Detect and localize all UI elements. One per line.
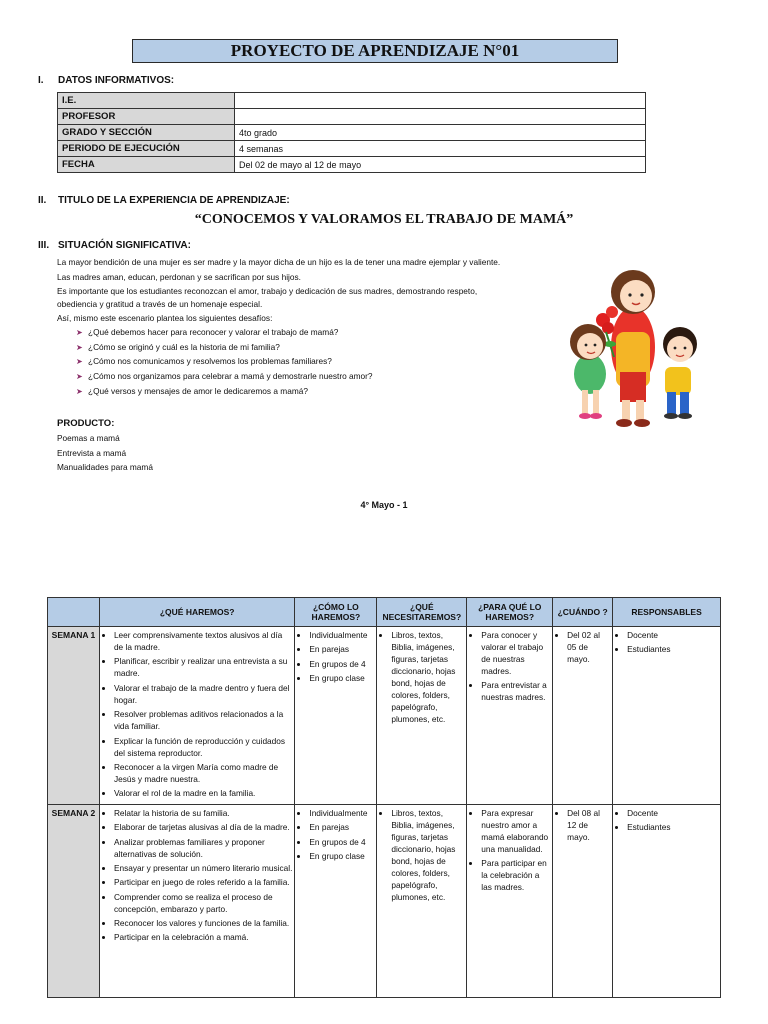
what-cell bbox=[99, 804, 294, 997]
list-item: • Reconocer a la virgen María como madre de Jesús y madre nuestra. bbox=[114, 761, 292, 785]
list-item: • Para entrevistar a nuestras madres. bbox=[481, 679, 550, 703]
challenge-list bbox=[76, 327, 373, 400]
info-row bbox=[58, 141, 646, 157]
when-cell bbox=[553, 804, 613, 997]
product-item: Poemas a mamá bbox=[57, 433, 120, 443]
table-header-row bbox=[48, 598, 721, 627]
list-item: • Comprender como se realiza el proceso de concepción, embarazo y parto. bbox=[114, 891, 292, 915]
challenge-item: ➤ ¿Cómo se originó y cuál es la historia de mi familia? bbox=[76, 341, 280, 352]
section-label: SITUACIÓN SIGNIFICATIVA: bbox=[58, 240, 191, 251]
info-key: PERIODO DE EJECUCIÓN bbox=[58, 141, 235, 157]
center-label: 4° Mayo - 1 bbox=[360, 500, 408, 510]
week-cell: SEMANA 1 bbox=[48, 627, 100, 805]
list-item: • Resolver problemas aditivos relacionados a la vida familiar. bbox=[114, 708, 292, 732]
list-item: • Libros, textos, Biblia, imágenes, figuras, tarjetas diccionario, hojas bond, hojas de colores, folders, papelógrafo, plumones, etc. bbox=[391, 807, 464, 903]
challenge-item: ➤ ¿Cómo nos comunicamos y resolvemos los problemas familiares? bbox=[76, 356, 332, 367]
product-item: Manualidades para mamá bbox=[57, 462, 153, 472]
list-item: • Participar en la celebración a mamá. bbox=[114, 931, 292, 943]
list-item: • Explicar la función de reproducción y cuidados del sistema reproductor. bbox=[114, 735, 292, 759]
list-item: • Libros, textos, Biblia, imágenes, figuras, tarjetas diccionario, hojas bond, hojas de colores, folders, papelógrafo, plumones, etc. bbox=[391, 629, 464, 725]
list-item: • Para participar en la celebración a las madres. bbox=[481, 857, 550, 893]
info-value bbox=[235, 109, 646, 125]
info-row bbox=[58, 157, 646, 173]
list-item: • Valorar el trabajo de la madre dentro y fuera del hogar. bbox=[114, 682, 292, 706]
list-item: • Ensayar y presentar un número literario musical. bbox=[114, 862, 292, 874]
arrow-bullet-icon: ➤ bbox=[76, 372, 83, 382]
info-row bbox=[58, 125, 646, 141]
arrow-bullet-icon: ➤ bbox=[76, 386, 83, 396]
need-cell bbox=[377, 804, 467, 997]
section-number: II. bbox=[38, 195, 47, 206]
list-item: • En grupos de 4 bbox=[309, 658, 374, 670]
info-row bbox=[58, 109, 646, 125]
header-cell: ¿QUÉ HAREMOS? bbox=[99, 598, 294, 627]
list-item: • En parejas bbox=[309, 821, 374, 833]
challenge-item: ➤ ¿Cómo nos organizamos para celebrar a mamá y demostrarle nuestro amor? bbox=[76, 371, 373, 382]
header-cell: RESPONSABLES bbox=[613, 598, 721, 627]
list-item: • Estudiantes bbox=[627, 643, 718, 655]
need-cell bbox=[377, 627, 467, 805]
who-cell bbox=[613, 804, 721, 997]
info-value: 4 semanas bbox=[235, 141, 646, 157]
info-key: GRADO Y SECCIÓN bbox=[58, 125, 235, 141]
how-cell bbox=[295, 804, 377, 997]
section-label: TITULO DE LA EXPERIENCIA DE APRENDIZAJE: bbox=[58, 195, 290, 206]
info-row bbox=[58, 93, 646, 109]
list-item: • En grupo clase bbox=[309, 850, 374, 862]
info-value bbox=[235, 93, 646, 109]
arrow-bullet-icon: ➤ bbox=[76, 357, 83, 367]
situation-paragraph: Es importante que los estudiantes reconozcan el amor, trabajo y dedicación de sus madres, demostrando respeto, obediencia y gratitud a través de un homenaje especial. bbox=[57, 286, 478, 309]
list-item: • Para conocer y valorar el trabajo de nuestras madres. bbox=[481, 629, 550, 677]
header-cell: ¿CÓMO LO HAREMOS? bbox=[295, 598, 377, 627]
list-item: • Elaborar de tarjetas alusivas al día de la madre. bbox=[114, 821, 292, 833]
header-cell: ¿QUÉ NECESITAREMOS? bbox=[377, 598, 467, 627]
why-cell bbox=[467, 804, 553, 997]
page-title: PROYECTO DE APRENDIZAJE N°01 bbox=[132, 39, 618, 63]
list-item: • Docente bbox=[627, 629, 718, 641]
what-cell bbox=[99, 627, 294, 805]
list-item: • En grupos de 4 bbox=[309, 836, 374, 848]
list-item: • Planificar, escribir y realizar una entrevista a su madre. bbox=[114, 655, 292, 679]
list-item: • Del 02 al 05 de mayo. bbox=[567, 629, 610, 665]
info-table bbox=[57, 92, 646, 173]
list-item: • En parejas bbox=[309, 643, 374, 655]
section-titulo-heading bbox=[38, 195, 290, 206]
planning-table bbox=[47, 597, 721, 998]
list-item: • En grupo clase bbox=[309, 672, 374, 684]
arrow-bullet-icon: ➤ bbox=[76, 342, 83, 352]
list-item: • Del 08 al 12 de mayo. bbox=[567, 807, 610, 843]
info-key: PROFESOR bbox=[58, 109, 235, 125]
list-item: • Leer comprensivamente textos alusivos al día de la madre. bbox=[114, 629, 292, 653]
list-item: • Relatar la historia de su familia. bbox=[114, 807, 292, 819]
info-value: Del 02 de mayo al 12 de mayo bbox=[235, 157, 646, 173]
why-cell bbox=[467, 627, 553, 805]
arrow-bullet-icon: ➤ bbox=[76, 328, 83, 337]
situation-paragraph: Las madres aman, educan, perdonan y se sacrifican por sus hijos. bbox=[57, 272, 301, 282]
section-situacion-heading bbox=[38, 240, 191, 251]
list-item: • Reconocer los valores y funciones de la familia. bbox=[114, 917, 292, 929]
situation-paragraph: La mayor bendición de una mujer es ser madre y la mayor dicha de un hijo es la de tener una madre ejemplar y valiente. bbox=[57, 257, 501, 267]
list-item: • Analizar problemas familiares y proponer alternativas de solución. bbox=[114, 836, 292, 860]
challenge-item: ➤ ¿Qué versos y mensajes de amor le dedicaremos a mamá? bbox=[76, 385, 308, 396]
list-item: • Docente bbox=[627, 807, 718, 819]
product-item: Entrevista a mamá bbox=[57, 447, 127, 458]
challenge-item: ➤ ¿Qué debemos hacer para reconocer y valorar el trabajo de mamá? bbox=[76, 327, 339, 337]
mother-children-illustration bbox=[548, 262, 718, 432]
header-cell: ¿PARA QUÉ LO HAREMOS? bbox=[467, 598, 553, 627]
header-cell bbox=[48, 598, 100, 627]
table-row bbox=[48, 804, 721, 997]
who-cell bbox=[613, 627, 721, 805]
list-item: • Valorar el rol de la madre en la familia. bbox=[114, 787, 292, 799]
product-list bbox=[57, 431, 153, 475]
info-value: 4to grado bbox=[235, 125, 646, 141]
list-item: • Participar en juego de roles referido a la familia. bbox=[114, 876, 292, 888]
header-cell: ¿CUÁNDO ? bbox=[553, 598, 613, 627]
product-heading: PRODUCTO: bbox=[57, 418, 115, 429]
when-cell bbox=[553, 627, 613, 805]
how-cell bbox=[295, 627, 377, 805]
section-datos-heading bbox=[38, 75, 174, 86]
list-item: • Estudiantes bbox=[627, 821, 718, 833]
list-item: • Para expresar nuestro amor a mamá elaborando una manualidad. bbox=[481, 807, 550, 855]
list-item: • Individualmente bbox=[309, 807, 374, 819]
list-item: • Individualmente bbox=[309, 629, 374, 641]
section-number: I. bbox=[38, 75, 44, 86]
table-row bbox=[48, 627, 721, 805]
experience-title: “CONOCEMOS Y VALORAMOS EL TRABAJO DE MAMÁ” bbox=[194, 212, 574, 227]
info-key: I.E. bbox=[58, 93, 235, 109]
section-number: III. bbox=[38, 240, 50, 251]
situation-paragraph: Así, mismo este escenario plantea los siguientes desafíos: bbox=[57, 313, 273, 323]
week-cell: SEMANA 2 bbox=[48, 804, 100, 997]
section-label: DATOS INFORMATIVOS: bbox=[58, 75, 175, 86]
info-key: FECHA bbox=[58, 157, 235, 173]
